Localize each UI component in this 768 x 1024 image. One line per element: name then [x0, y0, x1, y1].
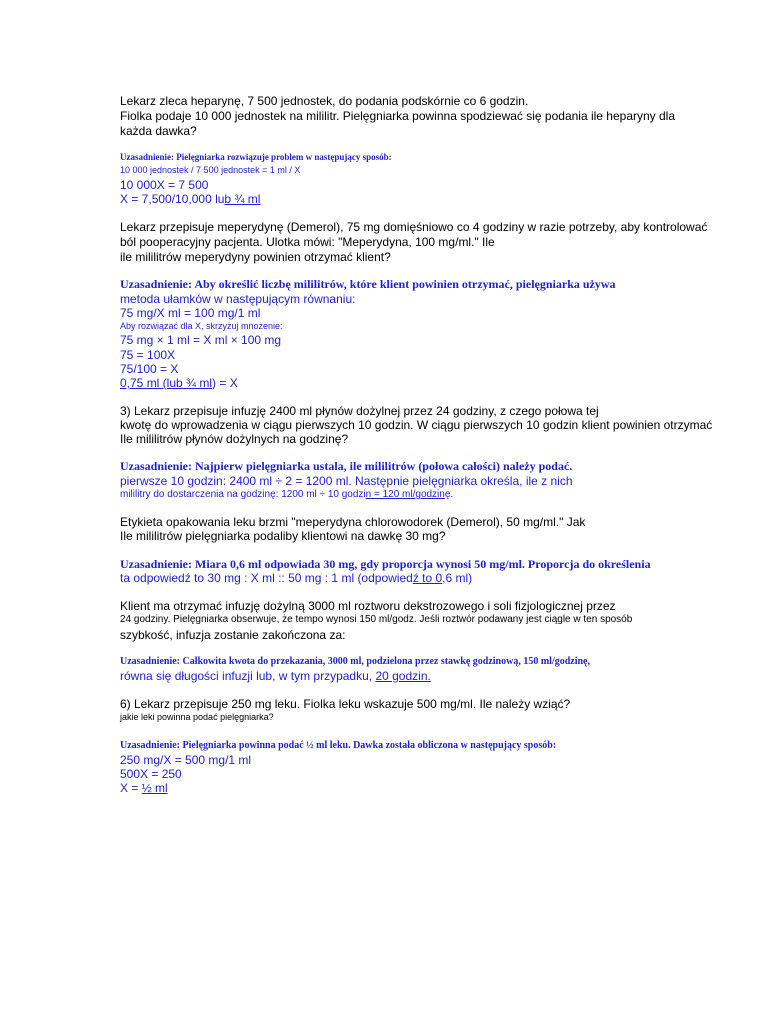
a3-line-2-text: mililitry do dostarczenia na godzinę: 1200 ml ÷ 10 godzi: [120, 489, 366, 500]
a5-line-1-underlined: 20 godzin.: [375, 669, 431, 683]
a6-line-3: [120, 781, 168, 795]
q2-line-3: ile mililitrów meperydyny powinien otrzymać klient?: [120, 250, 391, 264]
q2-line-1: Lekarz przepisuje meperydynę (Demerol), 75 mg domięśniowo co 4 godziny w razie potrzeby, aby kontrolować: [120, 220, 708, 234]
q2-line-2: ból pooperacyjny pacjenta. Ulotka mówi: "Meperydyna, 100 mg/ml." Ile: [120, 235, 495, 249]
a5-heading: Uzasadnienie: Całkowita kwota do przekazania, 3000 ml, podzielona przez stawkę godzinową, 150 ml/godzinę,: [120, 656, 590, 667]
a6-line-3-underlined: ½ ml: [141, 781, 168, 795]
q1-line-2: Fiolka podaje 10 000 jednostek na mililitr. Pielęgniarka powinna spodziewać się podania ile heparyny dla: [120, 109, 676, 123]
a1-line-1: 10 000 jednostek / 7 500 jednostek = 1 ml / X: [120, 165, 301, 175]
a4-line-1-underlined: ź to 0: [412, 571, 443, 585]
q6-line-2: jakie leki powinna podać pielęgniarka?: [120, 712, 274, 722]
a2-line-7: [120, 376, 238, 390]
a6-heading: Uzasadnienie: Pielęgniarka powinna podać ½ ml leku. Dawka została obliczona w następujący sposób:: [120, 740, 557, 751]
q5-line-2: 24 godziny. Pielęgniarka obserwuje, że tempo wynosi 150 ml/godz. Jeśli roztwór podawany jest ciągle w ten sposób: [120, 614, 633, 625]
a3-line-2-end: ę.: [444, 489, 454, 500]
a6-line-1: 250 mg/X = 500 mg/1 ml: [120, 753, 252, 767]
q4-line-1: Etykieta opakowania leku brzmi "meperydyna chlorowodorek (Demerol), 50 mg/ml." Jak: [120, 515, 586, 529]
a2-line-7-underlined: 0,75 ml (lub ¾ ml: [120, 376, 213, 390]
a1-line-2: 10 000X = 7 500: [120, 178, 209, 192]
a4-heading: Uzasadnienie: Miara 0,6 ml odpowiada 30 mg, gdy proporcja wynosi 50 mg/ml. Proporcja do określenia: [120, 557, 651, 571]
a3-line-2: [120, 489, 453, 500]
a2-line-4: 75 mg × 1 ml = X ml × 100 mg: [120, 333, 282, 347]
q4-line-2: Ile mililitrów pielęgniarka podaliby klientowi na dawkę 30 mg?: [120, 529, 446, 543]
a2-line-5: 75 = 100X: [120, 348, 176, 362]
a6-line-3-text: X =: [120, 781, 142, 795]
a2-heading: Uzasadnienie: Aby określić liczbę mililitrów, które klient powinien otrzymać, pielęgniarka używa: [120, 277, 616, 291]
a2-line-7-text: ) = X: [212, 376, 238, 390]
a1-line-3-underlined: b ¾ ml: [224, 192, 261, 206]
a6-line-2: 500X = 250: [120, 767, 182, 781]
q3-line-3: Ile mililitrów płynów dożylnych na godzinę?: [120, 432, 349, 446]
q3-line-1: 3) Lekarz przepisuje infuzję 2400 ml płynów dożylnej przez 24 godziny, z czego połowa tej: [120, 404, 599, 418]
a4-line-1-text: ta odpowiedź to 30 mg : X ml :: 50 mg : 1 ml (odpowied: [120, 571, 413, 585]
q5-line-3: szybkość, infuzja zostanie zakończona za:: [120, 628, 346, 642]
q6-line-1: 6) Lekarz przepisuje 250 mg leku. Fiolka leku wskazuje 500 mg/ml. Ile należy wziąć?: [120, 697, 571, 711]
a1-line-3: [120, 192, 260, 206]
a1-line-3-text: X = 7,500/10,000 lu: [120, 192, 225, 206]
a2-line-1: metoda ułamków w następującym równaniu:: [120, 292, 356, 306]
a5-line-1-text: równa się długości infuzji lub, w tym przypadku,: [120, 669, 376, 683]
a4-line-1-end: ,6 ml): [442, 571, 473, 585]
a5-line-1: [120, 669, 431, 683]
q1-line-1: Lekarz zleca heparynę, 7 500 jednostek, do podania podskórnie co 6 godzin.: [120, 94, 529, 108]
a2-line-6: 75/100 = X: [120, 362, 179, 376]
a2-line-3: Aby rozwiązać dla X, skrzyżuj mnożenie:: [120, 321, 283, 331]
q3-line-2: kwotę do wprowadzenia w ciągu pierwszych 10 godzin. W ciągu pierwszych 10 godzin klient powinien otrzymać: [120, 418, 713, 432]
a3-line-1: pierwsze 10 godzin: 2400 ml ÷ 2 = 1200 ml. Następnie pielęgniarka określa, ile z nich: [120, 474, 573, 488]
a1-heading: Uzasadnienie: Pielęgniarka rozwiązuje problem w następujący sposób:: [120, 152, 392, 162]
a4-line-1: [120, 571, 472, 585]
q5-line-1: Klient ma otrzymać infuzję dożylną 3000 ml roztworu dekstrozowego i soli fizjologicznej przez: [120, 599, 616, 613]
a2-line-2: 75 mg/X ml = 100 mg/1 ml: [120, 306, 261, 320]
q1-line-3: każda dawka?: [120, 124, 197, 138]
a3-line-2-underlined: n = 120 ml/godzin: [365, 489, 445, 500]
a3-heading: Uzasadnienie: Najpierw pielęgniarka ustala, ile mililitrów (połowa całości) należy podać.: [120, 459, 573, 473]
